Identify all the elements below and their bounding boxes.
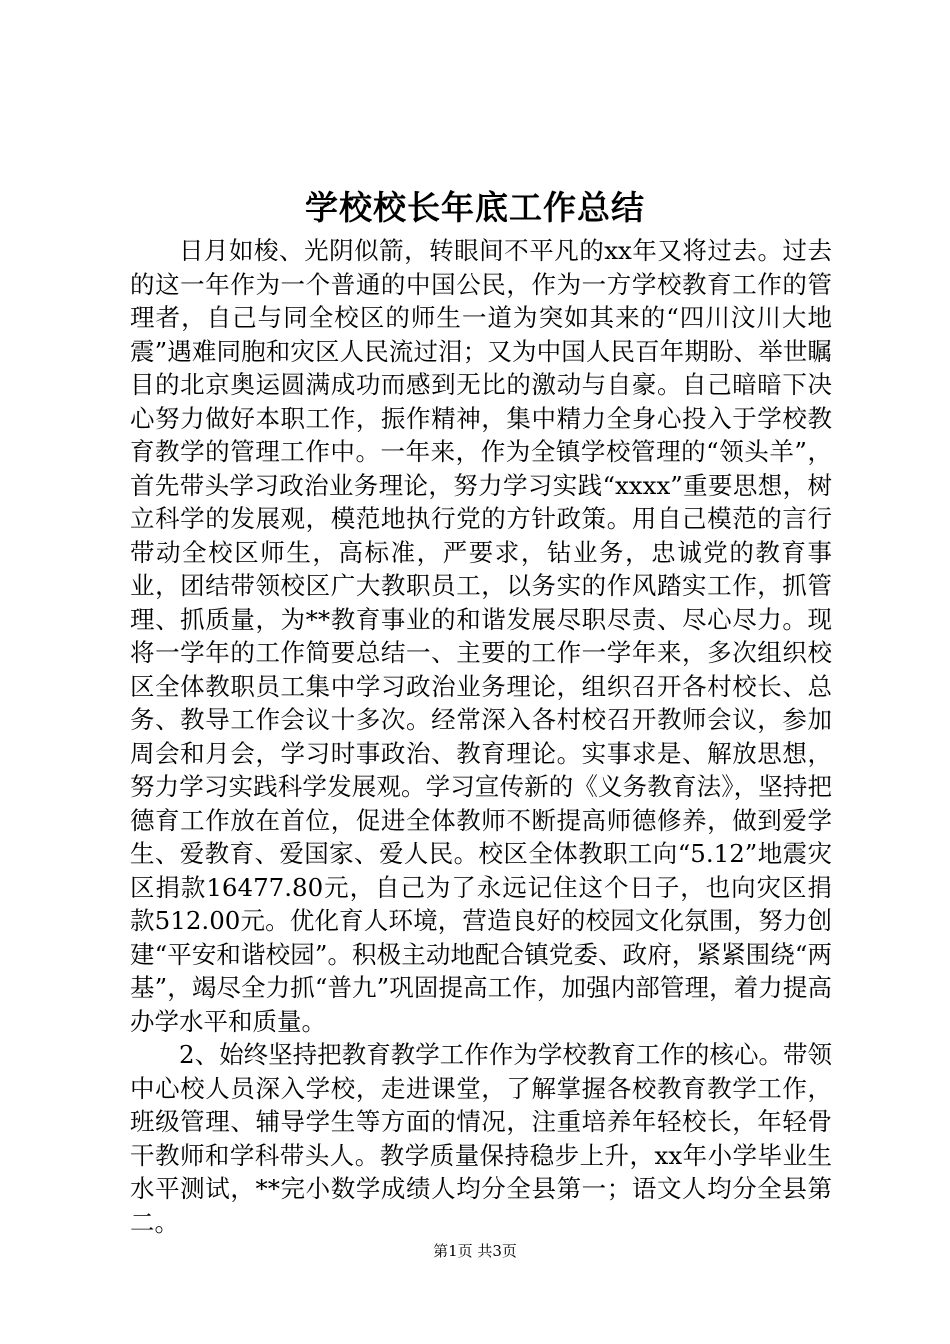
paragraph-2: 2、始终坚持把教育教学工作作为学校教育工作的核心。带领中心校人员深入学校，走进课堂，了解掌握各校教育教学工作，班级管理、辅导学生等方面的情况，注重培养年轻校长，年轻骨干教师和学科带头人。教学质量保持稳步上升，xx年小学毕业生水平测试，**完小数学成绩人均分全县第一；语文人均分全县第二。 (130, 1040, 832, 1237)
document-title: 学校校长年底工作总结 (305, 188, 645, 227)
paragraph-1: 日月如梭、光阴似箭，转眼间不平凡的xx年又将过去。过去的这一年作为一个普通的中国公民，作为一方学校教育工作的管理者，自己与同全校区的师生一道为突如其来的“四川汶川大地震”遇难同胞和灾区人民流过泪；又为中国人民百年期盼、举世瞩目的北京奥运圆满成功而感到无比的激动与自豪。自己暗暗下决心努力做好本职工作，振作精神，集中精力全身心投入于学校教育教学的管理工作中。一年来，作为全镇学校管理的“领头羊”，首先带头学习政治业务理论，努力学习实践“xxxx”重要思想，树立科学的发展观，模范地执行党的方针政策。用自己模范的言行带动全校区师生，高标准，严要求，钻业务，忠诚党的教育事业，团结带领校区广大教职员工，以务实的作风踏实工作，抓管理、抓质量，为**教育事业的和谐发展尽职尽责、尽心尽力。现将一学年的工作简要总结一、主要的工作一学年来，多次组织校区全体教职员工集中学习政治业务理论，组织召开各村校长、总务、教导工作会议十多次。经常深入各村校召开教师会议，参加周会和月会，学习时事政治、教育理论。实事求是、解放思想，努力学习实践科学发展观。学习宣传新的《义务教育法》，坚持把德育工作放在首位，促进全体教师不断提高师德修养，做到爱学生、爱教育、爱国家、爱人民。校区全体教职工向“5.12”地震灾区捐款16477.80元，自己为了永远记住这个日子，也向灾区捐款512.00元。优化育人环境，营造良好的校园文化氛围，努力创建“平安和谐校园”。积极主动地配合镇党委、政府，紧紧围绕“两基”，竭尽全力抓“普九”巩固提高工作，加强内部管理，着力提高办学水平和质量。 (130, 236, 832, 1036)
page-number-footer: 第1页 共3页 (433, 1242, 517, 1260)
document-body (130, 234, 832, 1239)
